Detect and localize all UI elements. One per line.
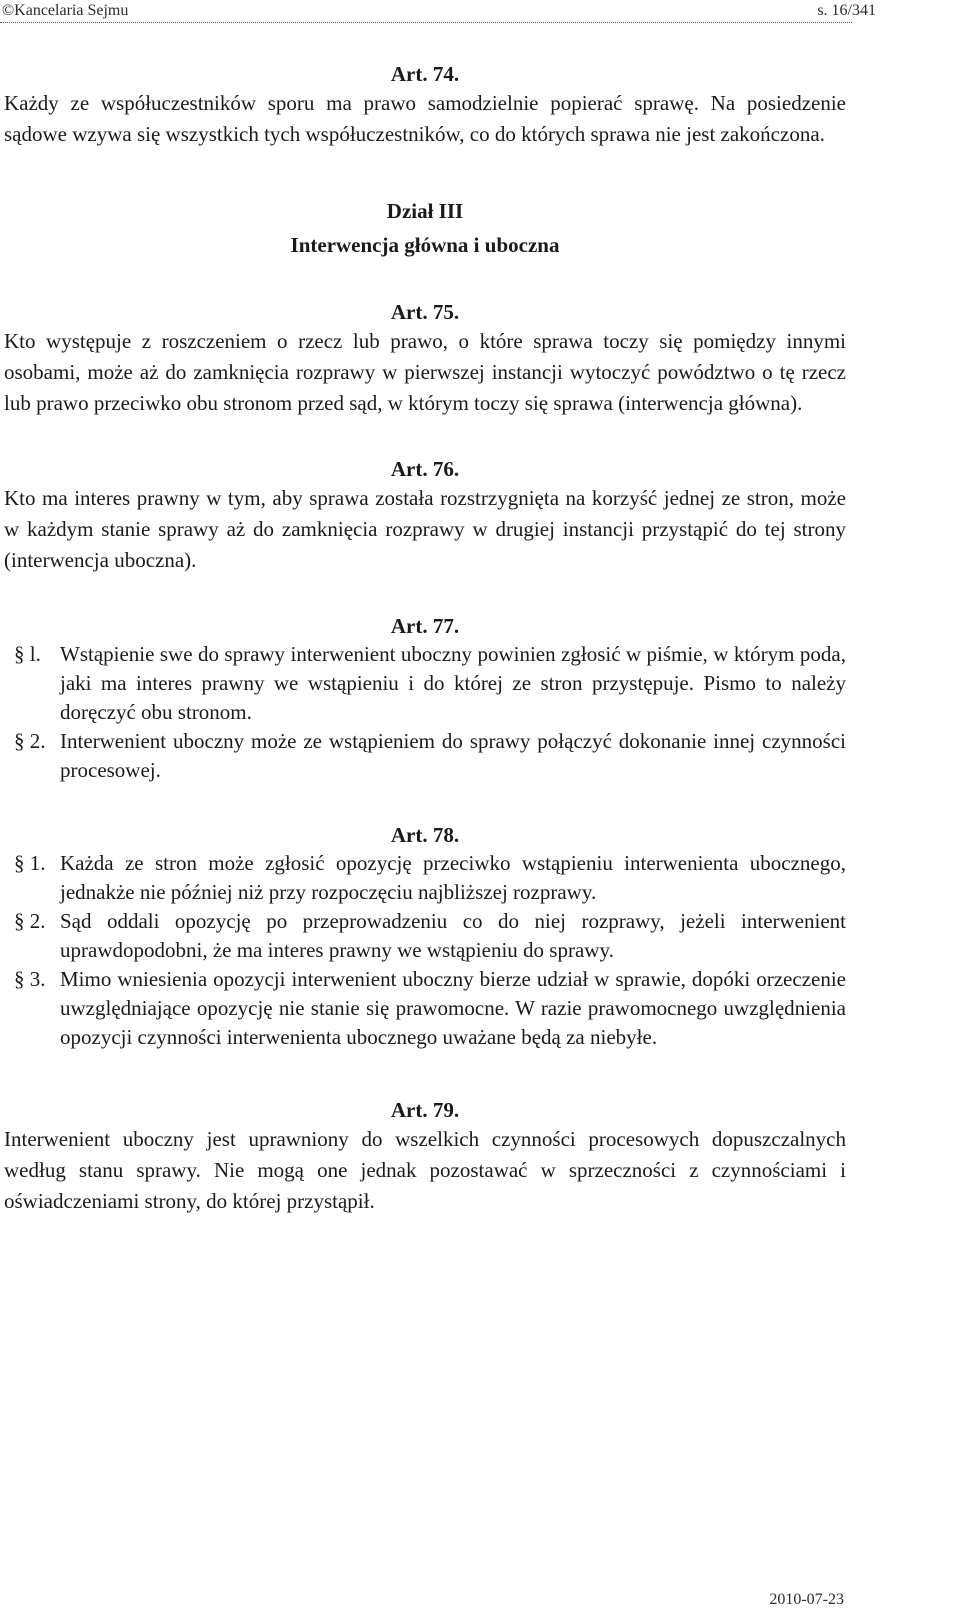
article-75-text: Kto występuje z roszczeniem o rzecz lub prawo, o które sprawa toczy się pomiędzy innymi osobami, może aż do zamknięcia rozprawy w pierwszej instancji wytoczyć powództwo o tę rzecz lub prawo przeciwko obu stronom przed sąd, w którym toczy się sprawa (interwencja główna).: [4, 329, 846, 415]
paragraph-text: Interwenient uboczny może ze wstąpieniem do sprawy połączyć dokonanie innej czynności procesowej.: [60, 729, 846, 782]
article-75-title: Art. 75.: [390, 300, 460, 324]
article-76-title: Art. 76.: [390, 457, 460, 481]
article-74-text: Każdy ze współuczestników sporu ma prawo samodzielnie popierać sprawę. Na posiedzenie sądowe wzywa się wszystkich tych współuczestników, co do których sprawa nie jest zakończona.: [4, 91, 846, 146]
page-number: s. 16/341: [817, 2, 876, 19]
document-body: [4, 60, 846, 1217]
paragraph-text: Sąd oddali opozycję po przeprowadzeniu co do niej rozprawy, jeżeli interwenient uprawdopodobni, że ma interes prawny we wstąpieniu do sprawy.: [60, 909, 846, 962]
copyright-label: ©Kancelaria Sejmu: [2, 2, 129, 19]
section-title: Interwencja główna i uboczna: [290, 233, 560, 257]
article-79-title: Art. 79.: [390, 1098, 460, 1122]
article-77-title: Art. 77.: [390, 614, 460, 638]
header-divider: [0, 22, 852, 23]
article-78-title: Art. 78.: [390, 823, 460, 847]
article-78-paragraph-2: [4, 907, 846, 965]
document-date: 2010-07-23: [769, 1591, 844, 1608]
article-79-text: Interwenient uboczny jest uprawniony do wszelkich czynności procesowych dopuszczalnych według stanu sprawy. Nie mogą one jednak pozostawać w sprzeczności z czynnościami i oświadczeniami strony, do której przystąpił.: [4, 1127, 846, 1213]
paragraph-marker: § 3.: [14, 967, 46, 991]
article-78-paragraph-1: [4, 849, 846, 907]
paragraph-marker: § 2.: [14, 729, 46, 753]
page-header: [0, 0, 960, 24]
section-number: Dział III: [386, 199, 464, 223]
article-74-title: Art. 74.: [390, 62, 460, 86]
paragraph-marker: § 1.: [14, 851, 46, 875]
paragraph-marker: § 2.: [14, 909, 46, 933]
article-77-paragraph-2: [4, 727, 846, 785]
article-77-paragraph-1: [4, 640, 846, 727]
paragraph-text: Wstąpienie swe do sprawy interwenient uboczny powinien zgłosić w piśmie, w którym poda, jaki ma interes prawny we wstąpieniu i do której ze stron przystępuje. Pismo to należy doręczyć obu stronom.: [60, 642, 846, 724]
article-78-paragraph-3: [4, 965, 846, 1052]
paragraph-text: Mimo wniesienia opozycji interwenient uboczny bierze udział w sprawie, dopóki orzeczenie uwzględniające opozycję nie stanie się prawomocne. W razie prawomocnego uwzględnienia opozycji czynności interwenienta ubocznego uważane będą za niebyłe.: [60, 967, 846, 1049]
paragraph-marker: § l.: [14, 642, 41, 666]
paragraph-text: Każda ze stron może zgłosić opozycję przeciwko wstąpieniu interwenienta ubocznego, jednakże nie później niż przy rozpoczęciu najbliższej rozprawy.: [60, 851, 846, 904]
article-76-text: Kto ma interes prawny w tym, aby sprawa została rozstrzygnięta na korzyść jednej ze stron, może w każdym stanie sprawy aż do zamknięcia rozprawy w drugiej instancji przystąpić do tej strony (interwencja uboczna).: [4, 486, 846, 572]
